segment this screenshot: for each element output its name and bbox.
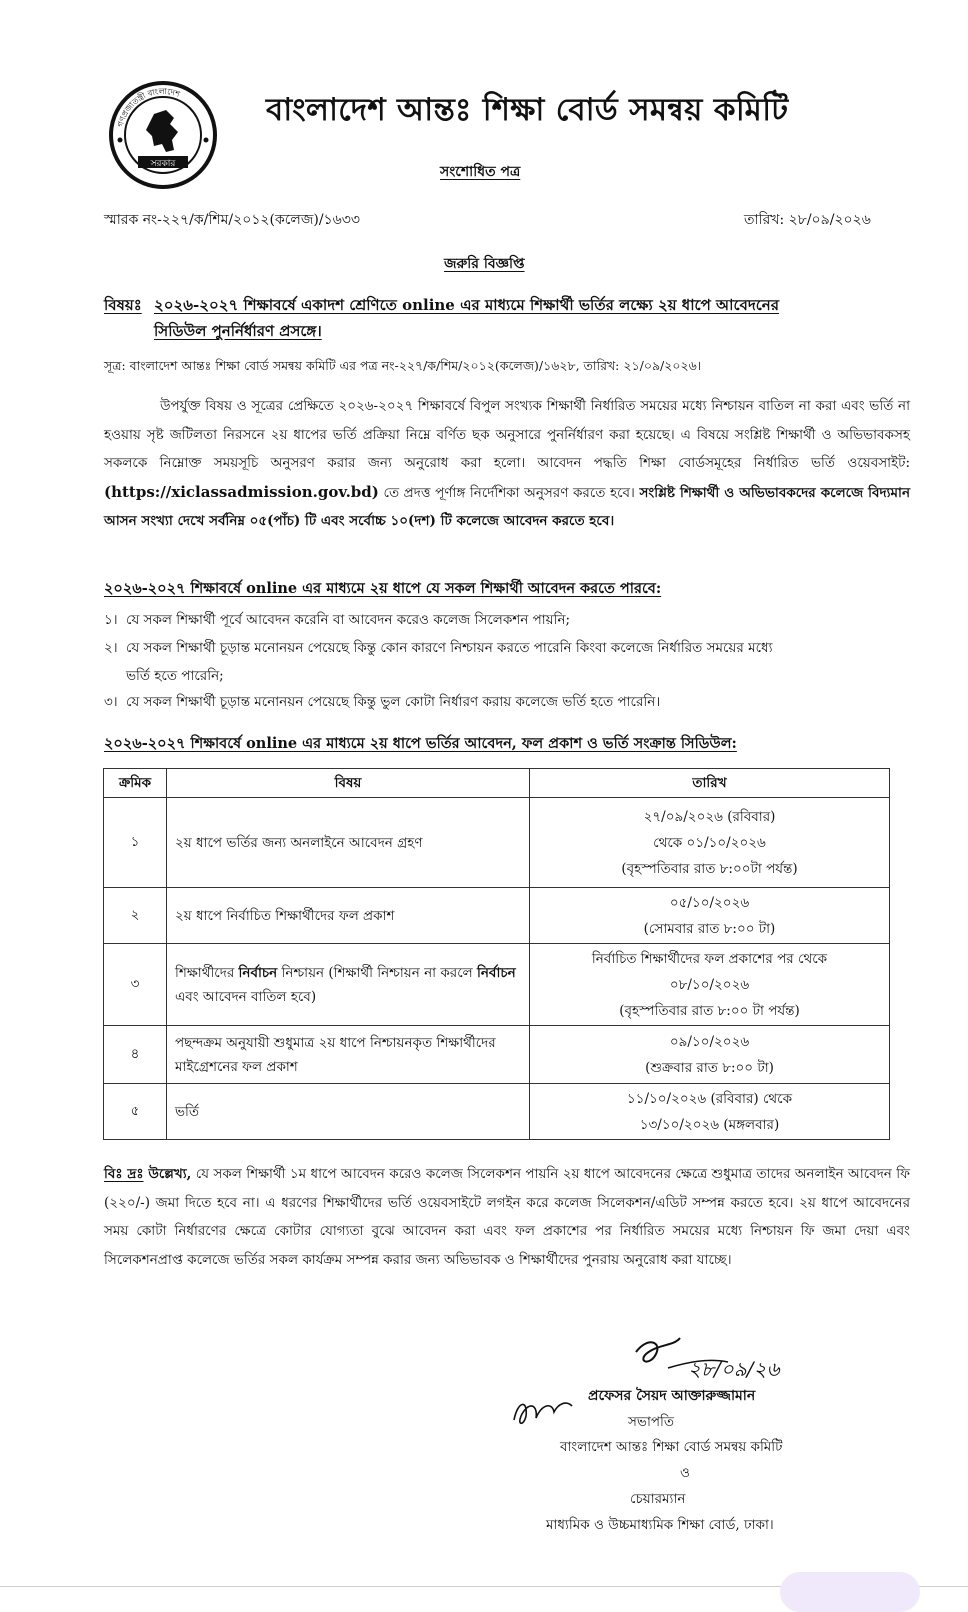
eligibility-heading: ২০২৬-২০২৭ শিক্ষাবর্ষে online এর মাধ্যমে ২য় ধাপে যে সকল শিক্ষার্থী আবেদন করতে পারবে: [104, 580, 662, 597]
subject-line-1: ২০২৬-২০২৭ শিক্ষাবর্ষে একাদশ শ্রেণিতে online এর মাধ্যমে শিক্ষার্থী ভর্তির লক্ষ্যে ২য় ধাপে আবেদনের [154, 296, 779, 314]
signatory-title: বাংলাদেশ আন্তঃ শিক্ষা বোর্ড সমন্বয় কমিটি [560, 1439, 783, 1455]
body-bold-instruction: সংশ্লিষ্ট শিক্ষার্থী ও অভিভাবকদের কলেজে বিদ্যমান আসন সংখ্যা দেখে সর্বনিম্ন ০৫(পাঁচ) টি এবং সর্বোচ্চ ১০(দশ) টি কলেজে আবেদন করতে হবে। [104, 484, 911, 529]
table-row: ৪ পছন্দক্রম অনুযায়ী শুধুমাত্র ২য় ধাপে নিশ্চায়নকৃত শিক্ষার্থীদের মাইগ্রেশনের ফল প্রকাশ ০৯/১০/২০২৬ (শুক্রবার রাত ৮:০০ টা) [104, 1026, 890, 1084]
note-label: বিঃ দ্রঃ [104, 1166, 144, 1182]
subject-line-2: সিডিউল পুনর্নির্ধারণ প্রসঙ্গে। [154, 322, 322, 340]
signatory-title: ও [680, 1465, 690, 1481]
body-text: উপর্যুক্ত বিষয় ও সূত্রের প্রেক্ষিতে ২০২৬-২০২৭ শিক্ষাবর্ষে বিপুল সংখ্যক শিক্ষার্থী নির্ধারিত সময়ের মধ্যে নিশ্চায়ন বাতিল না করা এবং ভর্তি না হওয়ায় সৃষ্ট জটিলতা নিরসনে ২য় ধাপের ভর্তি প্রক্রিয়া নিম্নে বর্ণিত ছক অনুসারে পুনর্নির্ধারণ করা হয়েছে। এ বিষয়ে সংশ্লিষ্ট শিক্ষার্থী ও অভিভাবকসহ সকলকে নিম্নোক্ত সময়সূচি অনুসরণ করার জন্য অনুরোধ করা হলো। আবেদন পদ্ধতি শিক্ষা বোর্ডসমূহের নির্ধারিত ভর্তি ওয়েবসাইট: [104, 398, 910, 471]
signatory-title: মাধ্যমিক ও উচ্চমাধ্যমিক শিক্ষা বোর্ড, ঢাকা। [546, 1517, 774, 1533]
eligibility-item: ১। যে সকল শিক্ষার্থী পূর্বে আবেদন করেনি বা আবেদন করেও কলেজ সিলেকশন পায়নি; [104, 612, 571, 628]
reference-line: সূত্র: বাংলাদেশ আন্তঃ শিক্ষা বোর্ড সমন্বয় কমিটি এর পত্র নং-২২৭/ক/শিম/২০১২(কলেজ)/১৬২৮, তারিখ: ২১/০৯/২০২৬। [104, 358, 702, 373]
body-paragraph [104, 392, 910, 536]
letter-date: তারিখ: ২৮/০৯/২০২৬ [744, 212, 871, 228]
memo-number: স্মারক নং-২২৭/ক/শিম/২০১২(কলেজ)/১৬৩৩ [104, 212, 360, 228]
schedule-table [103, 768, 890, 1140]
initials-signature [508, 1386, 578, 1432]
col-header-date: তারিখ [530, 769, 890, 798]
note-bold: উল্লেখ্য, [143, 1166, 192, 1182]
col-header-serial: ক্রমিক [104, 769, 167, 798]
table-header-row [104, 769, 890, 798]
floating-overlay [780, 1572, 920, 1612]
signatory-title: চেয়ারম্যান [630, 1491, 686, 1507]
handwritten-date: ২৮/০৯/২৬ [688, 1357, 780, 1381]
svg-text:সরকার: সরকার [150, 159, 176, 169]
signatory-title: সভাপতি [628, 1414, 675, 1430]
subject-label: বিষয়ঃ [104, 296, 142, 314]
signatory-name: প্রফেসর সৈয়দ আক্তারুজ্জামান [588, 1388, 756, 1404]
col-header-subject: বিষয় [167, 769, 530, 798]
urgent-notice-heading: জরুরি বিজ্ঞপ্তি [444, 256, 525, 272]
website-url: (https://xiclassadmission.gov.bd) [104, 482, 379, 501]
organization-title: বাংলাদেশ আন্তঃ শিক্ষা বোর্ড সমন্বয় কমিটি [266, 92, 789, 128]
table-row: ৩ শিক্ষার্থীদের নির্বাচন নিশ্চায়ন (শিক্ষার্থী নিশ্চায়ন না করলে নির্বাচন এবং আবেদন বাতিল হবে) নির্বাচিত শিক্ষার্থীদের ফল প্রকাশের পর থেকে ০৮/১০/২০২৬ (বৃহস্পতিবার রাত ৮:০০ টা পর্যন্ত) [104, 944, 890, 1026]
schedule-heading: ২০২৬-২০২৭ শিক্ষাবর্ষে online এর মাধ্যমে ২য় ধাপে ভর্তির আবেদন, ফল প্রকাশ ও ভর্তি সংক্রান্ত সিডিউল: [104, 735, 737, 752]
subject-block [104, 292, 904, 344]
note-text: যে সকল শিক্ষার্থী ১ম ধাপে আবেদন করেও কলেজ সিলেকশন পায়নি ২য় ধাপে আবেদনের ক্ষেত্রে শুধুমাত্র তাদের অনলাইন আবেদন ফি (২২০/-) জমা দিতে হবে না। এ ধরণের শিক্ষার্থীদের ভর্তি ওয়েবসাইটে লগইন করে কলেজ সিলেকশন/এডিট সম্পন্ন করতে হবে। ২য় ধাপে আবেদনের সময় কোটা নির্ধারণের ক্ষেত্রে কোটার যোগ্যতা বুঝে আবেদন করা এবং ফল প্রকাশের পর নির্ধারিত সময়ের মধ্যে নিশ্চায়ন ফি জমা দেয়া এবং সিলেকশনপ্রাপ্ত কলেজে ভর্তির সকল কার্যক্রম সম্পন্ন করার জন্য অভিভাবক ও শিক্ষার্থীদের পুনরায় অনুরোধ করা যাচ্ছে। [104, 1166, 910, 1268]
note-paragraph [104, 1160, 910, 1274]
revised-letter-label: সংশোধিত পত্র [440, 164, 521, 180]
government-seal-logo [108, 80, 218, 190]
eligibility-item: ২। যে সকল শিক্ষার্থী চূড়ান্ত মনোনয়ন পেয়েছে কিন্তু কোন কারণে নিশ্চায়ন করতে পারেনি কিংবা কলেজে নির্ধারিত সময়ের মধ্যে ভর্তি হতে পারেনি; [104, 640, 773, 684]
svg-text:গণপ্রজাতন্ত্রী বাংলাদেশ: গণপ্রজাতন্ত্রী বাংলাদেশ [115, 86, 181, 128]
table-row: ৫ ভর্তি ১১/১০/২০২৬ (রবিবার) থেকে ১৩/১০/২০২৬ (মঙ্গলবার) [104, 1084, 890, 1140]
eligibility-item: ৩। যে সকল শিক্ষার্থী চূড়ান্ত মনোনয়ন পেয়েছে কিন্তু ভুল কোটা নির্ধারণ করায় কলেজে ভর্তি হতে পারেনি। [104, 694, 661, 710]
table-row: ১ ২য় ধাপে ভর্তির জন্য অনলাইনে আবেদন গ্রহণ ২৭/০৯/২০২৬ (রবিবার) থেকে ০১/১০/২০২৬ (বৃহস্পতিবার রাত ৮:০০টা পর্যন্ত) [104, 798, 890, 888]
handwritten-signature [628, 1332, 798, 1388]
table-row: ২ ২য় ধাপে নির্বাচিত শিক্ষার্থীদের ফল প্রকাশ ০৫/১০/২০২৬ (সোমবার রাত ৮:০০ টা) [104, 888, 890, 944]
body-text-after-site: তে প্রদত্ত পূর্ণাঙ্গ নির্দেশিকা অনুসরণ করতে হবে। [383, 484, 635, 501]
